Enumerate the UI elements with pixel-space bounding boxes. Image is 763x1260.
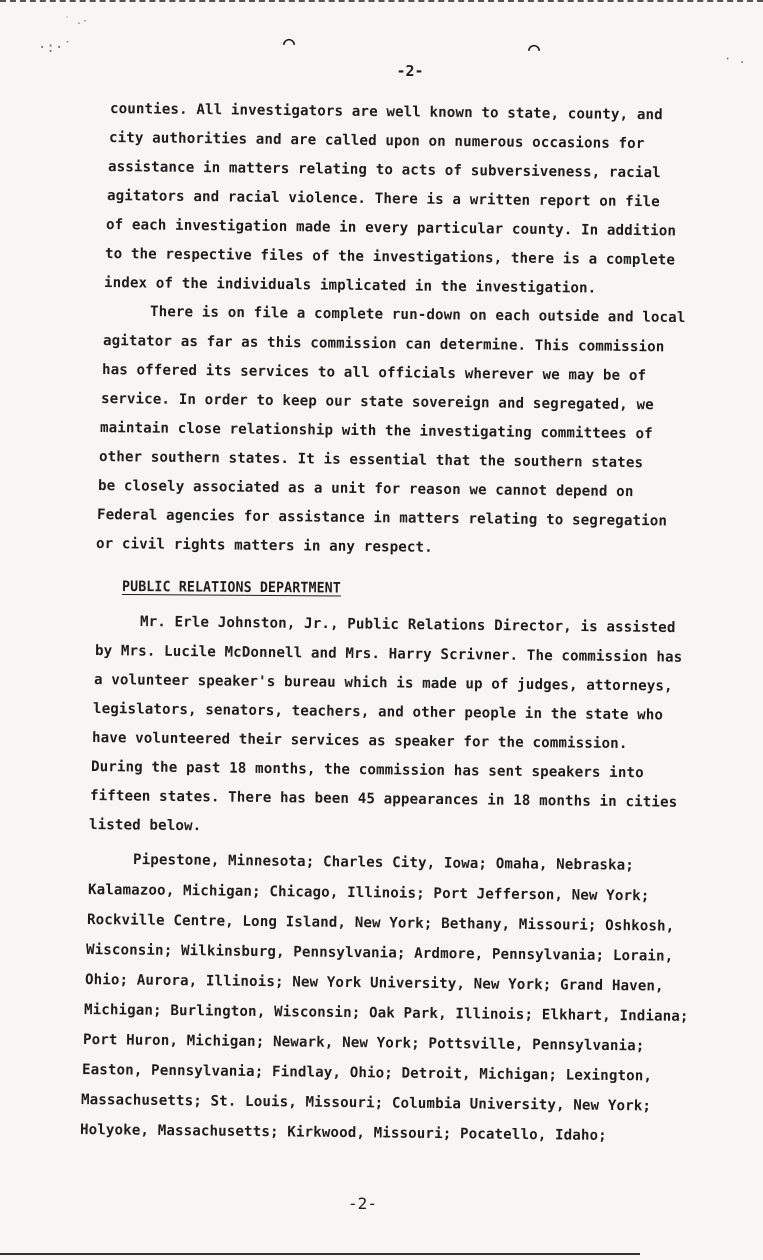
footer-page-mark: -2- (348, 1194, 377, 1213)
text-line: listed below. (88, 817, 202, 835)
text-line: assistance in matters relating to acts of subversiveness, racial (107, 159, 661, 182)
text-line: counties. All investigators are well known to state, county, and (109, 101, 663, 124)
text-line: of each investigation made in every particular county. In addition (105, 217, 677, 240)
text-line: to the respective files of the investigations, there is a complete (104, 246, 676, 269)
text-line: other southern states. It is essential that the southern states (98, 449, 644, 472)
text-line: legislators, senators, teachers, and other people in the state who (92, 701, 664, 724)
text-line: Ohio; Aurora, Illinois; New York University, New York; Grand Haven, (84, 972, 664, 995)
scan-speck: ·:·˙ (38, 40, 72, 56)
top-perforation-edge (0, 0, 763, 2)
bottom-page-edge (0, 1253, 640, 1255)
text-line: There is on file a complete run-down on each outside and local (149, 304, 686, 327)
scan-speck: ˙ .· (64, 16, 89, 27)
text-line: Mr. Erle Johnston, Jr., Public Relations Director, is assisted (139, 614, 676, 637)
text-line: During the past 18 months, the commission has sent speakers into (90, 759, 644, 782)
scan-speck: · . (724, 52, 746, 66)
text-line: service. In order to keep our state sovereign and segregated, we (100, 391, 654, 414)
text-line: have volunteered their services as speaker for the commission. (91, 730, 628, 753)
text-line: fifteen states. There has been 45 appearances in 18 months in cities (89, 788, 678, 811)
section-heading: PUBLIC RELATIONS DEPARTMENT (121, 579, 341, 597)
text-line: city authorities and are called upon on numerous occasions for (108, 130, 645, 153)
text-line: by Mrs. Lucile McDonnell and Mrs. Harry Scrivner. The commission has (94, 643, 683, 666)
hole-punch-mark: ⌒ (283, 30, 296, 54)
text-line: has offered its services to all officials wherever we may be of (101, 362, 647, 385)
text-line: Federal agencies for assistance in matters relating to segregation (96, 507, 668, 530)
text-line: Port Huron, Michigan; Newark, New York; Pottsville, Pennsylvania; (82, 1032, 645, 1055)
text-line: Rockville Centre, Long Island, New York; Bethany, Missouri; Oshkosh, (86, 912, 675, 935)
text-line: Kalamazoo, Michigan; Chicago, Illinois; Port Jefferson, New York; (87, 882, 650, 905)
page-number: -2- (396, 62, 424, 80)
text-line: Michigan; Burlington, Wisconsin; Oak Park, Illinois; Elkhart, Indiana; (83, 1002, 689, 1025)
text-line: Massachusetts; St. Louis, Missouri; Columbia University, New York; (80, 1092, 652, 1115)
text-line: a volunteer speaker's bureau which is made up of judges, attorneys, (93, 672, 673, 695)
text-line: index of the individuals implicated in the investigation. (103, 275, 597, 297)
text-line: Easton, Pennsylvania; Findlay, Ohio; Detroit, Michigan; Lexington, (81, 1062, 653, 1085)
text-line: or civil rights matters in any respect. (95, 536, 433, 556)
hole-punch-mark: ⌒ (528, 36, 541, 60)
text-line: Wisconsin; Wilkinsburg, Pennsylvania; Ardmore, Pennsylvania; Lorain, (85, 942, 674, 965)
text-line: Pipestone, Minnesota; Charles City, Iowa; Omaha, Nebraska; (132, 852, 635, 874)
text-line: be closely associated as a unit for reason we cannot depend on (97, 478, 634, 501)
text-line: agitators and racial violence. There is a written report on file (106, 188, 660, 211)
text-line: maintain close relationship with the investigating committees of (99, 420, 653, 443)
text-line: agitator as far as this commission can determine. This commission (102, 333, 665, 356)
text-line: Holyoke, Massachusetts; Kirkwood, Missouri; Pocatello, Idaho; (79, 1122, 607, 1144)
